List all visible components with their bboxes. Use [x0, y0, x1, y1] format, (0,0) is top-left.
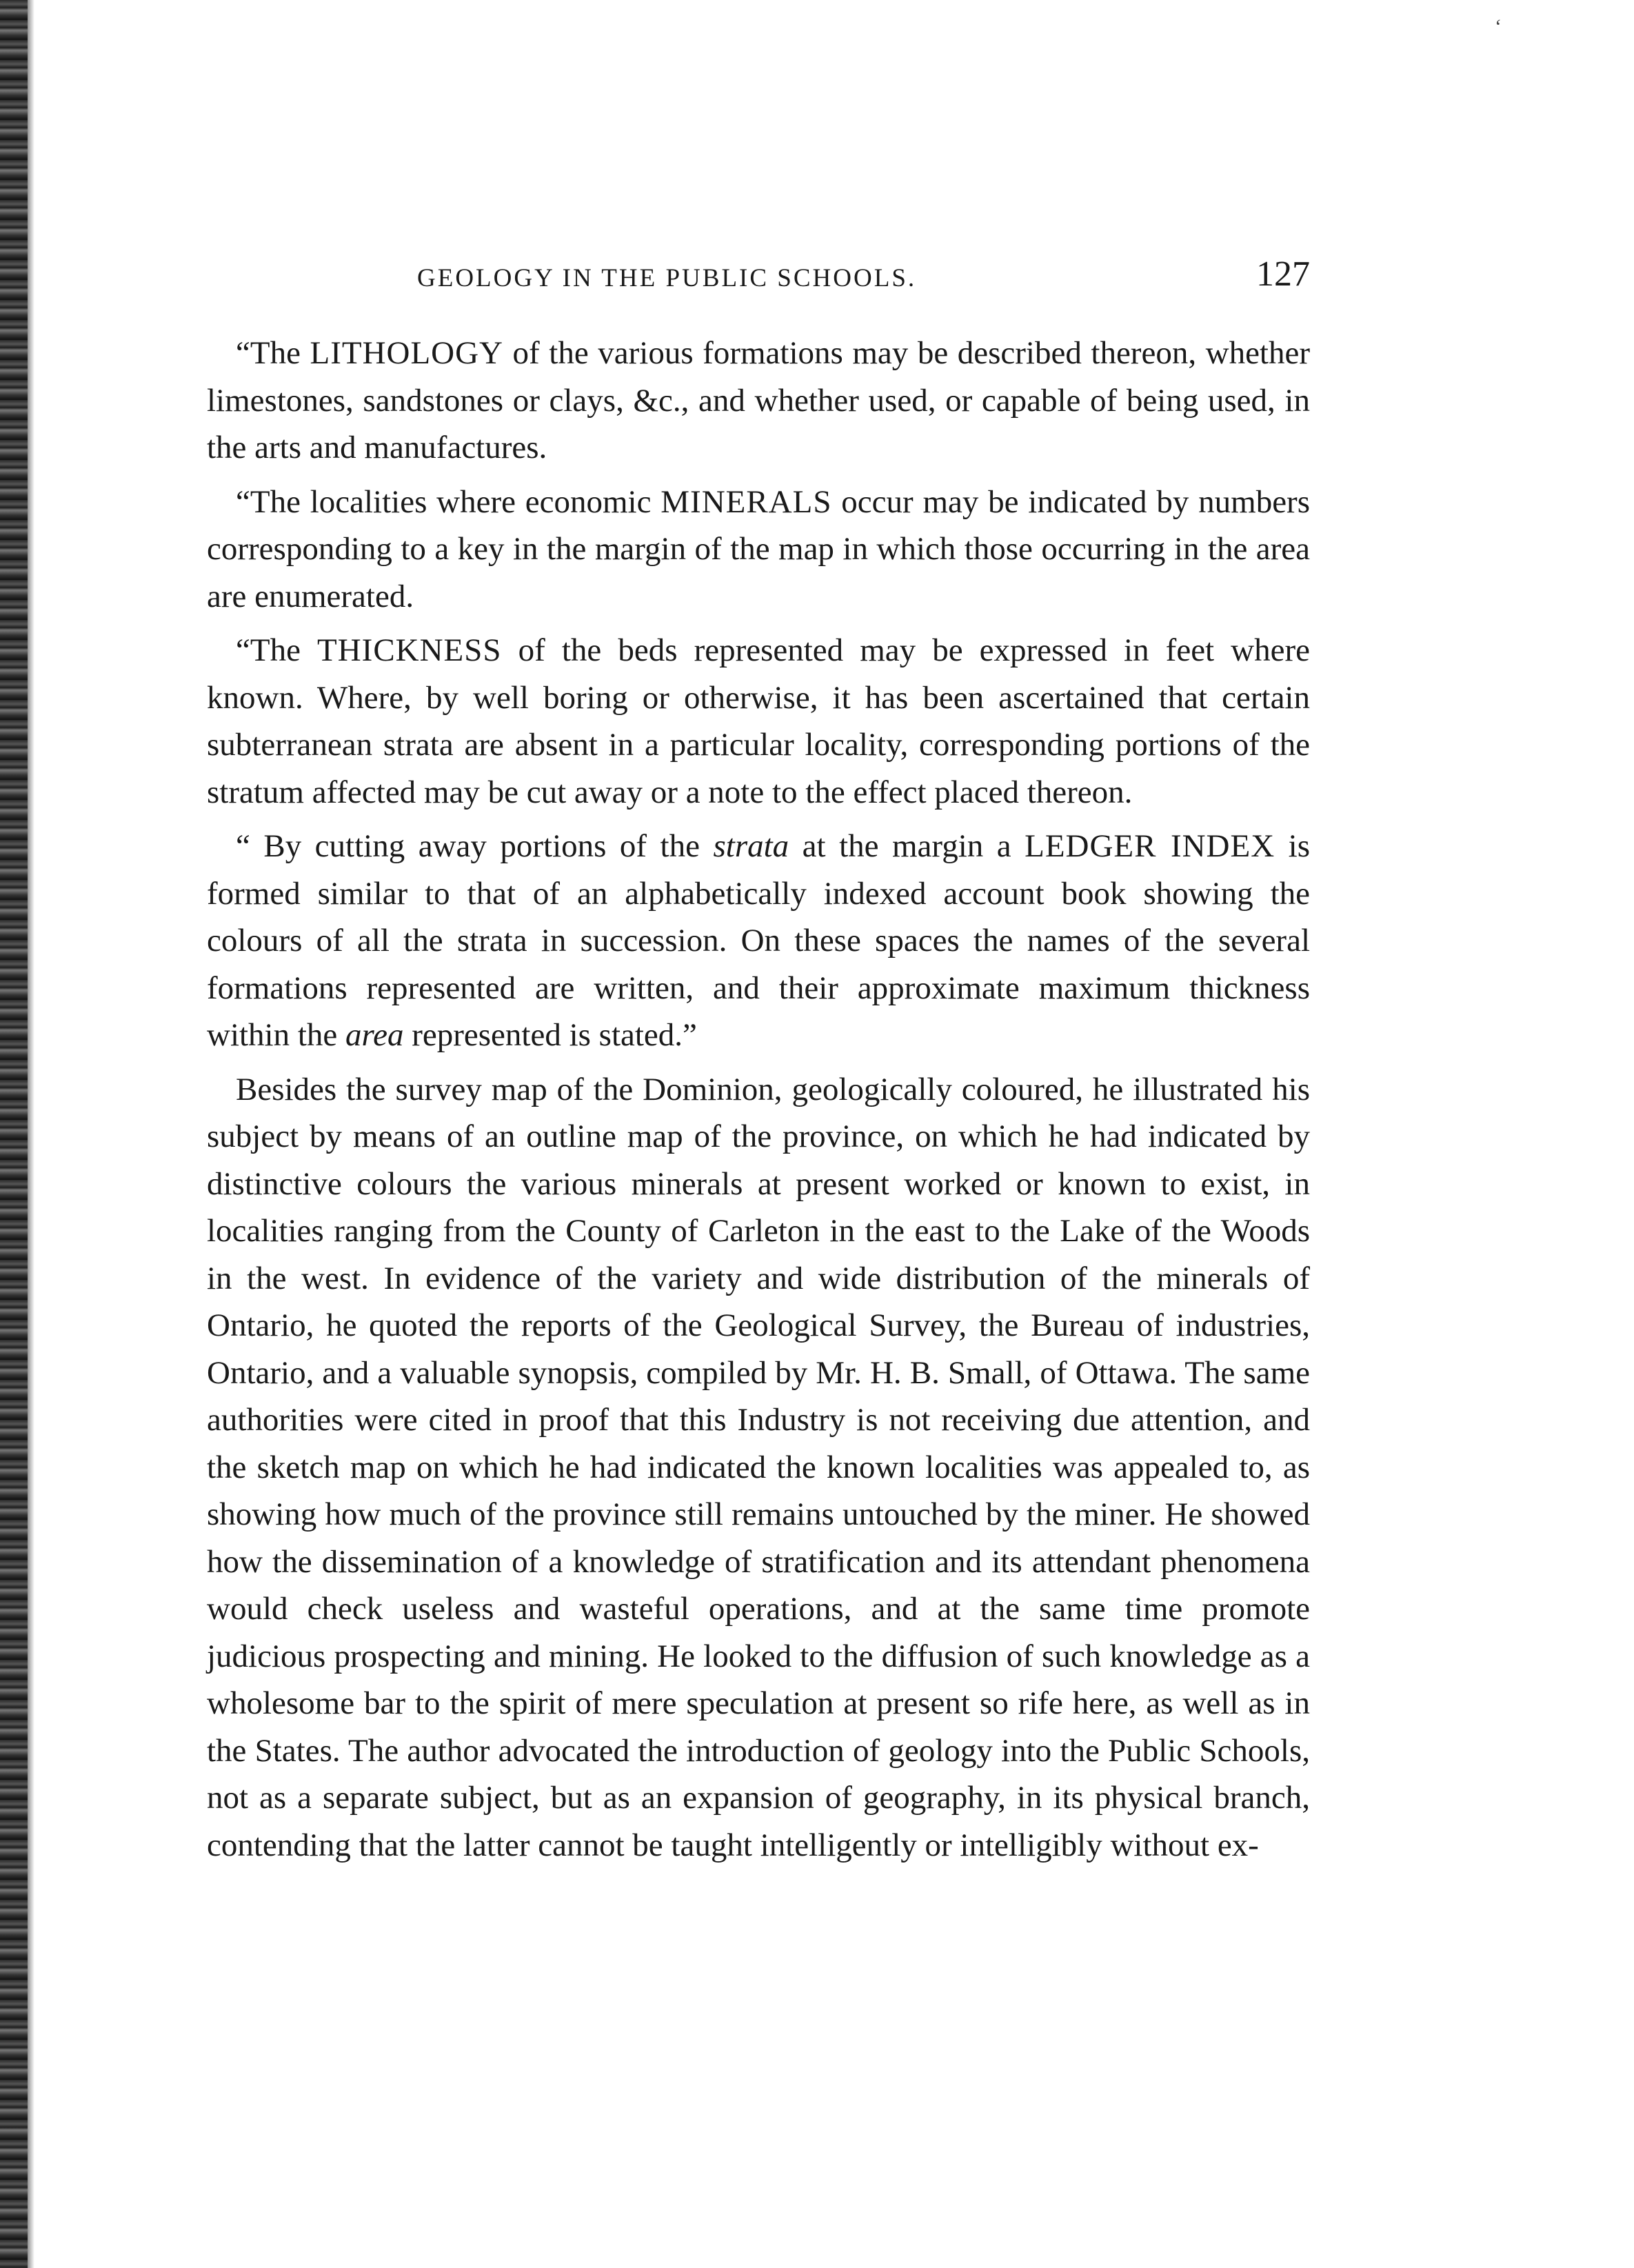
book-spine-shadow — [0, 0, 28, 2268]
running-head: GEOLOGY IN THE PUBLIC SCHOOLS. — [417, 264, 917, 292]
italic-strata: strata — [713, 828, 789, 864]
text-run: occur may be indicated by numbers corresponding to a key in the margin of the map in which those occurring in the area are enumerated. — [207, 483, 1310, 614]
text-run: at the margin a — [789, 828, 1025, 864]
paragraph-minerals — [207, 479, 1310, 621]
term-lithology: LITHOLOGY — [310, 335, 503, 371]
term-minerals: MINERALS — [660, 483, 832, 520]
term-ledger-index: LEDGER INDEX — [1025, 828, 1275, 864]
page-body — [207, 330, 1310, 1876]
text-run: of the various formations may be described thereon, whether limestones, sandstones or clays, &c., and whether used, or capable of being used, in the arts and manufactures. — [207, 335, 1310, 465]
page-number: 127 — [1256, 254, 1310, 294]
paragraph-thickness — [207, 627, 1310, 816]
text-run: “The — [236, 335, 310, 371]
text-run: “The — [236, 632, 318, 668]
term-thickness: THICKNESS — [317, 632, 502, 668]
paragraph-ledger-index — [207, 823, 1310, 1059]
text-run: “The localities where economic — [236, 483, 661, 520]
text-run: is formed similar to that of an alphabetically indexed account book showing the colours of all the strata in succession. On these spaces the names of the several formations represented are written, and their approximate maximum thickness within the — [207, 828, 1310, 1053]
italic-area: area — [345, 1017, 404, 1053]
text-run: “ By cutting away portions of the — [236, 828, 714, 864]
text-run: of the beds represented may be expressed in feet where known. Where, by well boring or otherwise, it has been ascertained that certain subterranean strata are absent in a particular locality, corresponding portions of the stratum affected may be cut away or a note to the effect placed thereon. — [207, 632, 1311, 810]
page-header — [207, 254, 1310, 302]
text-run: represented is stated.” — [403, 1017, 697, 1053]
paragraph-lithology — [207, 330, 1310, 472]
scan-mark: ʻ — [1495, 15, 1502, 38]
paragraph-besides: Besides the survey map of the Dominion, geologically coloured, he illustrated his subject by means of an outline map of the province, on which he had indicated by distinctive colours the various minerals at present worked or known to exist, in localities ranging from the County of Carleton in the east to the Lake of the Woods in the west. In evidence of the variety and wide distribution of the minerals of Ontario, he quoted the reports of the Geological Survey, the Bureau of industries, Ontario, and a valuable synopsis, compiled by Mr. H. B. Small, of Ottawa. The same authorities were cited in proof that this Industry is not receiving due attention, and the sketch map on which he had indicated the known localities was appealed to, as showing how much of the province still remains untouched by the miner. He showed how the dissemination of a knowledge of stratification and its attendant phenomena would check useless and wasteful operations, and at the same time promote judicious prospecting and mining. He looked to the diffusion of such knowledge as a wholesome bar to the spirit of mere speculation at present so rife here, as well as in the States. The author advocated the introduction of geology into the Public Schools, not as a separate subject, but as an expansion of geography, in its physical branch, contending that the latter cannot be taught intelligently or intelligibly without ex- — [207, 1071, 1310, 1863]
